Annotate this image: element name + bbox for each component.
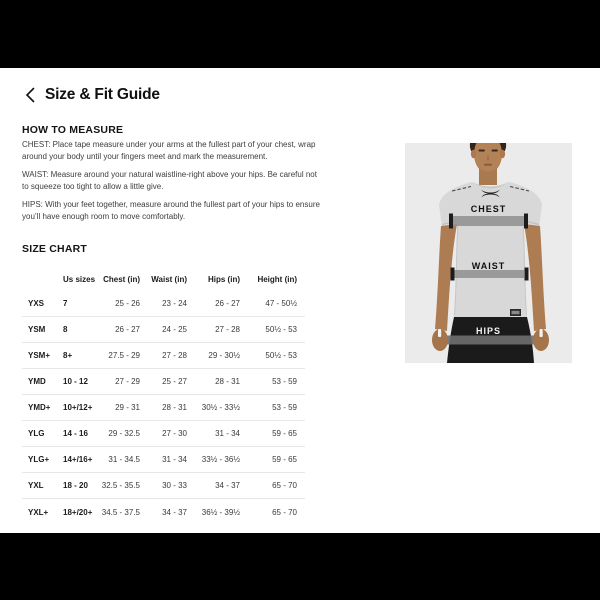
how-to-measure-text — [22, 139, 324, 229]
cell-waist: 24 - 25 — [162, 325, 187, 334]
header-waist: Waist (in) — [151, 274, 187, 284]
cell-us: 10 - 12 — [63, 377, 88, 386]
table-row — [22, 369, 305, 395]
letterbox-top — [0, 0, 600, 68]
cell-us: 7 — [63, 299, 68, 308]
cell-hips: 30½ - 33½ — [201, 403, 240, 412]
cell-size: YLG+ — [28, 455, 50, 464]
table-row — [22, 421, 305, 447]
table-row — [22, 291, 305, 317]
hips-instructions: HIPS: With your feet together, measure around the fullest part of your hips to ensure you’ll have enough room to move comfortably. — [22, 200, 320, 221]
size-chart-table — [22, 267, 305, 525]
cell-height: 65 - 70 — [272, 507, 297, 517]
waist-instructions: WAIST: Measure around your natural waistline-right above your hips. Be careful not to squeeze too tight to allow a little give. — [22, 170, 317, 191]
chevron-left-icon — [24, 87, 36, 106]
cell-waist: 31 - 34 — [162, 455, 187, 464]
cell-hips: 34 - 37 — [215, 481, 240, 490]
header-height: Height (in) — [257, 274, 297, 284]
cell-waist: 23 - 24 — [162, 299, 187, 308]
cell-height: 53 - 59 — [272, 403, 297, 412]
cell-size: YSM+ — [28, 351, 51, 360]
cell-waist: 27 - 28 — [162, 351, 187, 360]
cell-height: 50½ - 53 — [265, 325, 297, 334]
cell-chest: 27.5 - 29 — [108, 351, 140, 360]
cell-hips: 31 - 34 — [215, 429, 240, 438]
cell-size: YMD+ — [28, 403, 51, 412]
cell-height: 59 - 65 — [272, 429, 297, 438]
cell-chest: 31 - 34.5 — [108, 455, 140, 464]
letterbox-bottom — [0, 533, 600, 600]
cell-hips: 28 - 31 — [215, 377, 240, 386]
cell-us: 18 - 20 — [63, 481, 88, 490]
cell-hips: 29 - 30½ — [208, 351, 240, 360]
table-row — [22, 317, 305, 343]
back-button[interactable] — [20, 86, 40, 106]
cell-hips: 26 - 27 — [215, 299, 240, 308]
page-title: Size & Fit Guide — [45, 86, 160, 103]
cell-us: 8+ — [63, 351, 73, 360]
cell-chest: 32.5 - 35.5 — [101, 481, 140, 490]
size-chart-heading: SIZE CHART — [22, 243, 87, 255]
cell-size: YXL — [28, 481, 44, 490]
cell-height: 50½ - 53 — [265, 351, 297, 360]
cell-us: 8 — [63, 325, 68, 334]
header-us-sizes: Us sizes — [63, 274, 96, 284]
cell-waist: 25 - 27 — [162, 377, 187, 386]
cell-height: 59 - 65 — [272, 455, 297, 464]
waist-band-label: WAIST — [471, 261, 506, 271]
cell-size: YMD — [28, 377, 46, 386]
cell-height: 53 - 59 — [272, 377, 297, 386]
cell-us: 14 - 16 — [63, 429, 88, 438]
table-header-row — [22, 267, 305, 291]
cell-chest: 34.5 - 37.5 — [101, 507, 140, 517]
header-hips: Hips (in) — [208, 274, 240, 284]
cell-height: 65 - 70 — [272, 481, 297, 490]
table-row — [22, 395, 305, 421]
cell-size: YLG — [28, 429, 45, 438]
page-content — [0, 68, 600, 533]
cell-chest: 25 - 26 — [115, 299, 140, 308]
table-row — [22, 447, 305, 473]
cell-us: 10+/12+ — [63, 403, 93, 412]
cell-waist: 34 - 37 — [162, 507, 187, 517]
cell-size: YSM — [28, 325, 46, 334]
how-to-measure-heading: HOW TO MEASURE — [22, 124, 124, 136]
cell-height: 47 - 50½ — [265, 299, 297, 308]
table-row — [22, 343, 305, 369]
cell-us: 18+/20+ — [63, 507, 93, 517]
cell-us: 14+/16+ — [63, 455, 93, 464]
header-chest: Chest (in) — [103, 274, 140, 284]
table-row — [22, 473, 305, 499]
cell-size: YXL+ — [28, 507, 49, 517]
cell-chest: 29 - 31 — [115, 403, 140, 412]
cell-waist: 27 - 30 — [162, 429, 187, 438]
chest-band-label: CHEST — [470, 204, 507, 214]
cell-chest: 26 - 27 — [115, 325, 140, 334]
cell-size: YXS — [28, 299, 45, 308]
fit-model-photo — [405, 143, 572, 363]
cell-waist: 30 - 33 — [162, 481, 187, 490]
cell-chest: 27 - 29 — [115, 377, 140, 386]
cell-chest: 29 - 32.5 — [108, 429, 140, 438]
hips-band-label: HIPS — [475, 326, 501, 336]
cell-waist: 28 - 31 — [162, 403, 187, 412]
chest-instructions: CHEST: Place tape measure under your arms at the fullest part of your chest, wrap around your body until your fingers meet and mark the measurement. — [22, 140, 316, 161]
table-row — [22, 499, 305, 525]
cell-hips: 36½ - 39½ — [201, 507, 240, 517]
cell-hips: 27 - 28 — [215, 325, 240, 334]
cell-hips: 33½ - 36½ — [201, 455, 240, 464]
